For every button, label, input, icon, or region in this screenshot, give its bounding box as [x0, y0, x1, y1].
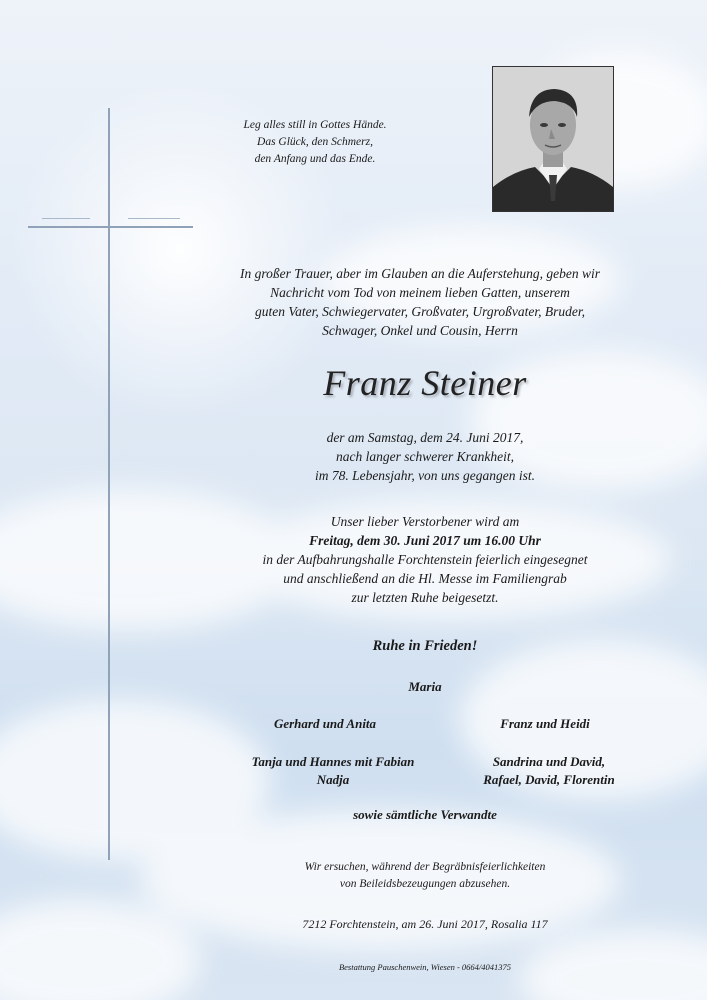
mourner-line: Tanja und Hannes mit Fabian [251, 754, 415, 769]
mourner-relatives: sowie sämtliche Verwandte [353, 807, 497, 822]
bible-quote [220, 117, 410, 168]
death-line: der am Samstag, dem 24. Juni 2017, [326, 430, 524, 445]
mourner-sandrina [460, 753, 638, 789]
cross-accent-right [128, 218, 180, 219]
funeral-date [220, 531, 630, 550]
mourner-line: Rafael, David, Florentin [483, 772, 615, 787]
mourner-line: Nadja [316, 772, 350, 787]
mourner-line: Sandrina und David, [492, 754, 606, 769]
announcement-text [200, 264, 640, 340]
quote-line: Das Glück, den Schmerz, [257, 136, 373, 148]
death-line: im 78. Lebensjahr, von uns gegangen ist. [314, 468, 536, 483]
intro-line: guten Vater, Schwiegervater, Großvater, Urgroßvater, Bruder, [255, 304, 585, 319]
funeral-details [220, 512, 630, 607]
death-line: nach langer schwerer Krankheit, [336, 449, 514, 464]
funeral-line: und anschließend an die Hl. Messe im Familiengrab [283, 571, 567, 586]
funeral-line: zur letzten Ruhe beigesetzt. [351, 590, 499, 605]
mourner-gerhard: Gerhard und Anita [273, 716, 377, 731]
death-details [260, 428, 590, 485]
funeral-date-bold: Freitag, dem 30. Juni 2017 um 16.00 Uhr [309, 533, 541, 548]
intro-line: Nachricht vom Tod von meinem lieben Gatten, unserem [270, 285, 570, 300]
mourner-franz: Franz und Heidi [500, 716, 590, 731]
portrait-illustration [493, 67, 613, 211]
note-line: von Beileidsbezeugungen abzusehen. [339, 878, 511, 890]
quote-line: Leg alles still in Gottes Hände. [243, 119, 387, 131]
intro-line: In großer Trauer, aber im Glauben an die Auferstehung, geben wir [240, 266, 600, 281]
funeral-line: Unser lieber Verstorbener wird am [330, 514, 520, 529]
cross-accent-left [42, 218, 90, 219]
cross-vertical-bar [108, 108, 110, 860]
note-line: Wir ersuchen, während der Begräbnisfeierlichkeiten [304, 861, 546, 873]
portrait-photo [492, 66, 614, 212]
deceased-name: Franz Steiner [323, 363, 527, 403]
intro-line: Schwager, Onkel und Cousin, Herrn [322, 323, 518, 338]
quote-line: den Anfang und das Ende. [254, 153, 376, 165]
condolence-note [255, 859, 595, 893]
cross-horizontal-bar [28, 226, 193, 228]
mourner-wife: Maria [408, 679, 442, 694]
rest-in-peace: Ruhe in Frieden! [372, 638, 478, 654]
mourner-tanja [213, 753, 453, 789]
place-and-date: 7212 Forchtenstein, am 26. Juni 2017, Rosalia 117 [302, 917, 548, 931]
funeral-line: in der Aufbahrungshalle Forchtenstein feierlich eingesegnet [262, 552, 588, 567]
undertaker-info: Bestattung Pauschenwein, Wiesen - 0664/4041375 [338, 962, 512, 972]
